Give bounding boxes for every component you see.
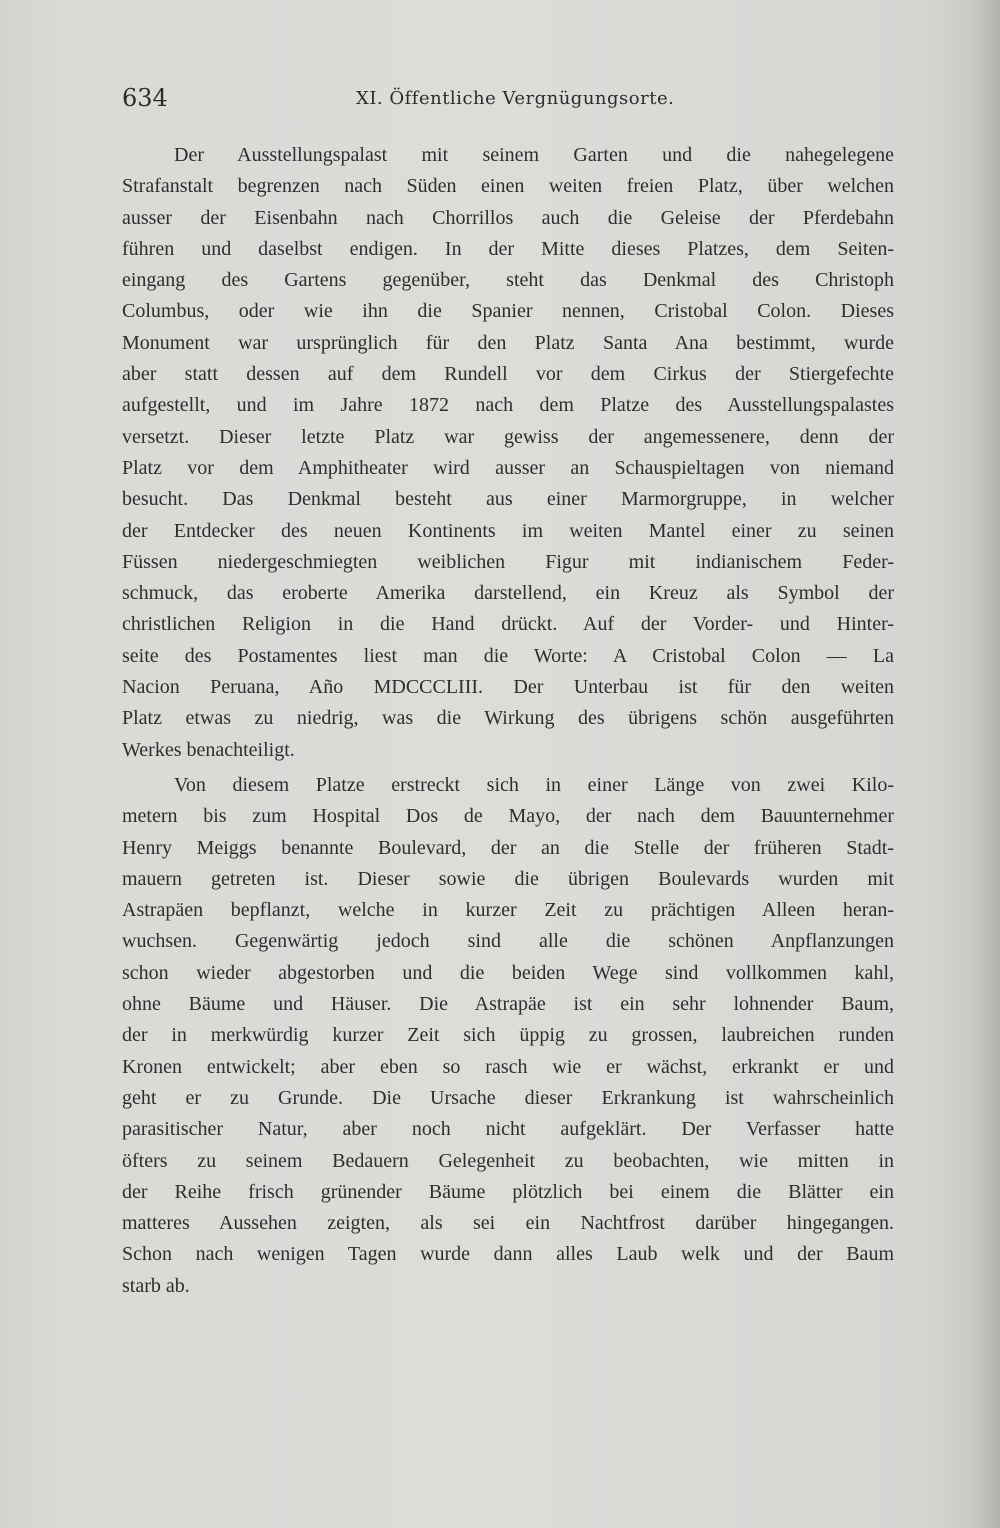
text-line: öfters zu seinem Bedauern Gelegenheit zu beobachten, wie mitten in [122,1149,894,1172]
text-line: versetzt. Dieser letzte Platz war gewiss der angemessenere, denn der [122,425,894,448]
text-line: ohne Bäume und Häuser. Die Astrapäe ist ein sehr lohnender Baum, [122,993,894,1016]
paragraph [122,770,894,1302]
running-title: XI. Öffentliche Vergnügungsorte. [356,88,675,109]
text-line: aber statt dessen auf dem Rundell vor dem Cirkus der Stiergefechte [122,363,894,386]
paragraph [122,140,894,766]
text-line: Monument war ursprünglich für den Platz Santa Ana bestimmt, wurde [122,331,894,354]
text-line: Schon nach wenigen Tagen wurde dann alles Laub welk und der Baum [122,1243,894,1266]
text-line: Platz vor dem Amphitheater wird ausser an Schauspieltagen von niemand [122,456,894,479]
text-line: Columbus, oder wie ihn die Spanier nennen, Cristobal Colon. Dieses [122,300,894,323]
text-line: mauern getreten ist. Dieser sowie die übrigen Boulevards wurden mit [122,867,894,890]
text-line: der in merkwürdig kurzer Zeit sich üppig zu grossen, laubreichen runden [122,1024,894,1047]
text-line: Der Ausstellungspalast mit seinem Garten und die nahegelegene [174,144,894,166]
body-text [122,140,894,1302]
text-line: schmuck, das eroberte Amerika darstellend, ein Kreuz als Symbol der [122,582,894,605]
text-line: eingang des Gartens gegenüber, steht das Denkmal des Christoph [122,269,894,292]
text-line: Von diesem Platze erstreckt sich in einer Länge von zwei Kilo- [174,773,894,796]
page-edge-shadow [972,0,1000,1528]
text-line: parasitischer Natur, aber noch nicht aufgeklärt. Der Verfasser hatte [122,1118,894,1141]
text-line: führen und daselbst endigen. In der Mitte dieses Platzes, dem Seiten- [122,237,894,260]
running-head [122,84,894,118]
text-line: starb ab. [122,1274,190,1297]
text-line: metern bis zum Hospital Dos de Mayo, der nach dem Bauunternehmer [122,805,894,828]
text-line: aufgestellt, und im Jahre 1872 nach dem Platze des Ausstellungspalastes [122,394,894,417]
text-line: Strafanstalt begrenzen nach Süden einen weiten freien Platz, über welchen [122,175,894,198]
text-line: Henry Meiggs benannte Boulevard, der an die Stelle der früheren Stadt- [122,836,894,859]
text-line: Füssen niedergeschmiegten weiblichen Figur mit indianischem Feder- [122,550,894,573]
text-line: seite des Postamentes liest man die Worte: A Cristobal Colon — La [122,644,894,667]
text-line: Nacion Peruana, Año MDCCCLIII. Der Unterbau ist für den weiten [122,676,894,699]
page-number: 634 [122,84,168,112]
text-line: christlichen Religion in die Hand drückt. Auf der Vorder- und Hinter- [122,613,894,636]
text-line: der Entdecker des neuen Kontinents im weiten Mantel einer zu seinen [122,519,894,542]
text-line: Werkes benachteiligt. [122,738,295,761]
text-line: geht er zu Grunde. Die Ursache dieser Erkrankung ist wahrscheinlich [122,1086,894,1109]
text-line: der Reihe frisch grünender Bäume plötzlich bei einem die Blätter ein [122,1180,894,1203]
text-line: Platz etwas zu niedrig, was die Wirkung des übrigens schön ausgeführten [122,707,894,730]
text-line: ausser der Eisenbahn nach Chorrillos auch die Geleise der Pferdebahn [122,206,894,229]
text-line: besucht. Das Denkmal besteht aus einer Marmorgruppe, in welcher [122,488,894,511]
text-line: Astrapäen bepflanzt, welche in kurzer Zeit zu prächtigen Alleen heran- [122,899,894,922]
text-line: schon wieder abgestorben und die beiden Wege sind vollkommen kahl, [122,961,894,984]
text-line: matteres Aussehen zeigten, als sei ein Nachtfrost darüber hingegangen. [122,1212,894,1235]
text-line: wuchsen. Gegenwärtig jedoch sind alle die schönen Anpflanzungen [122,930,894,953]
text-line: Kronen entwickelt; aber eben so rasch wie er wächst, erkrankt er und [122,1055,894,1078]
